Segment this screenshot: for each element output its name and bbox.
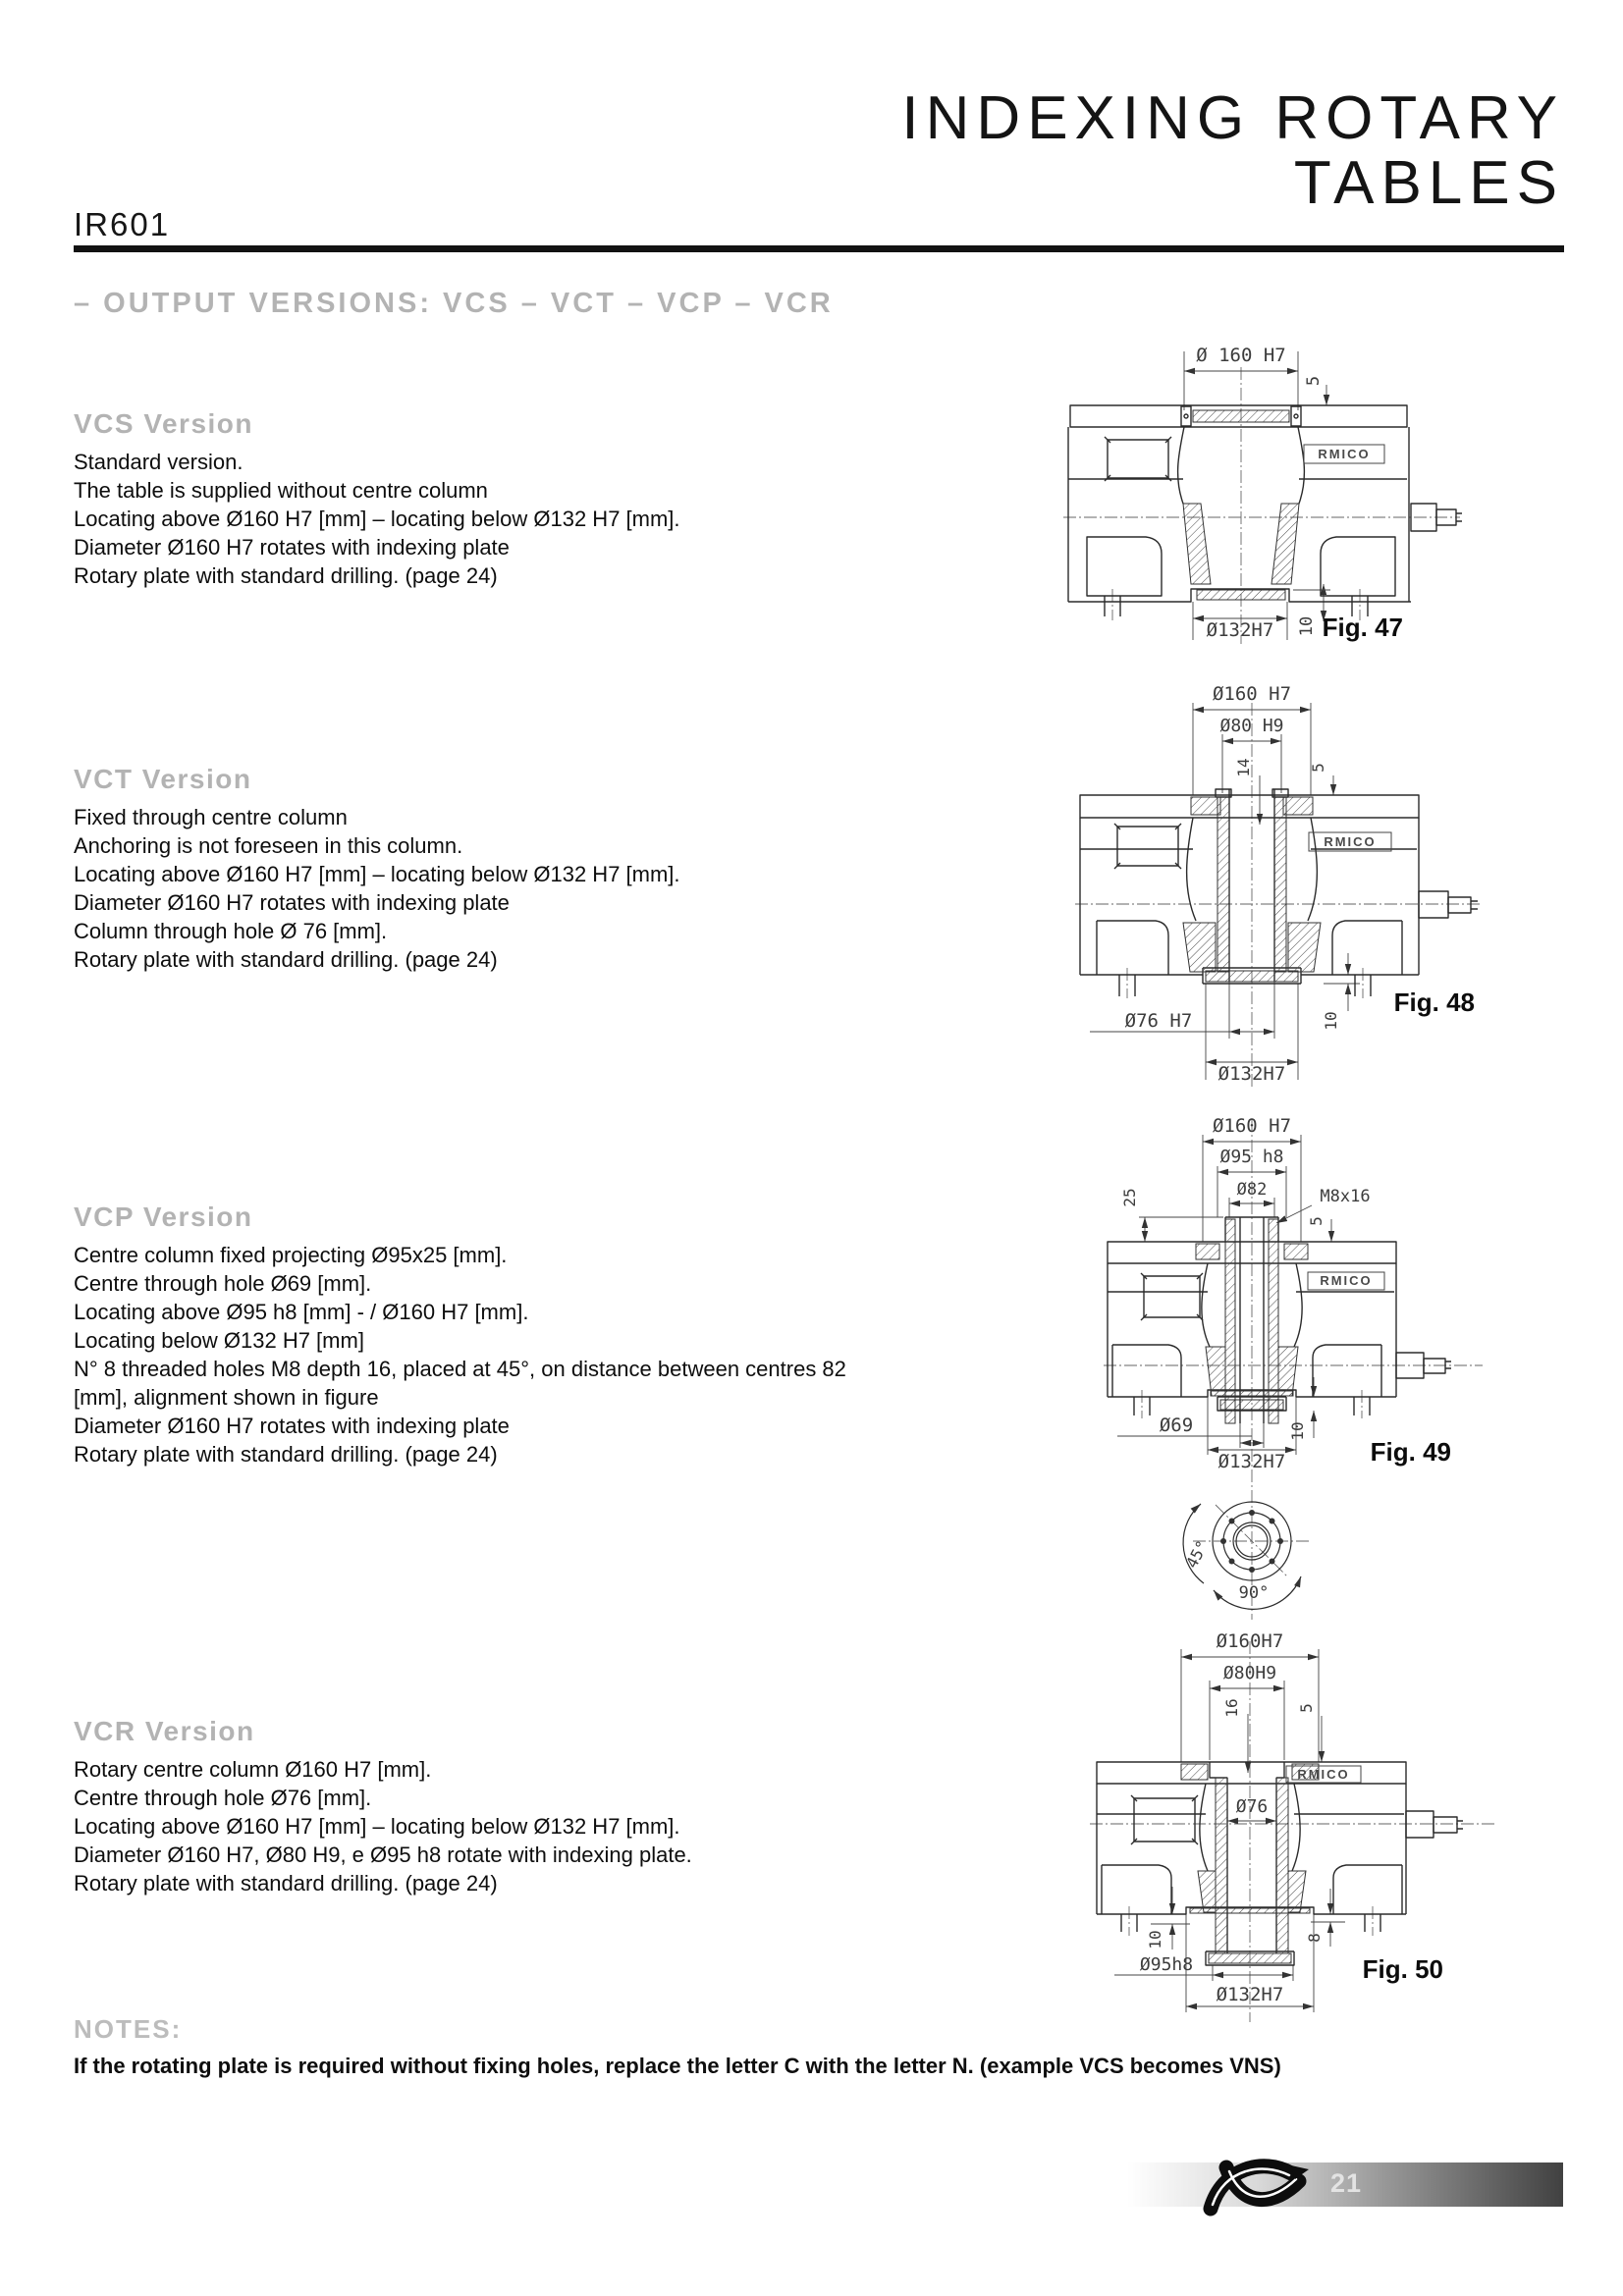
vcs-version-block xyxy=(74,408,977,590)
dim-label: 25 xyxy=(1120,1188,1139,1207)
brand-logo-plate xyxy=(1304,445,1384,463)
page-title-line1: INDEXING ROTARY xyxy=(901,84,1564,152)
vcp-version-block xyxy=(74,1201,977,1468)
angle-label: 45° xyxy=(1181,1537,1213,1572)
dim-label: Ø80 H9 xyxy=(1219,716,1284,736)
dim-label: Ø132H7 xyxy=(1217,1451,1286,1472)
text-line: Rotary plate with standard drilling. (page 24) xyxy=(74,947,498,972)
fig49-drawing xyxy=(1060,1099,1542,1634)
fig48-drawing xyxy=(1021,677,1532,1099)
text-line: Locating above Ø95 h8 [mm] - / Ø160 H7 [mm]. xyxy=(74,1300,529,1324)
text-line: Centre through hole Ø76 [mm]. xyxy=(74,1786,372,1810)
dim-label: Ø 160 H7 xyxy=(1196,345,1286,366)
vcp-heading: VCP Version xyxy=(74,1201,253,1232)
vcr-heading: VCR Version xyxy=(74,1716,255,1746)
text-line: Locating above Ø160 H7 [mm] – locating below Ø132 H7 [mm]. xyxy=(74,862,680,886)
section-title: – OUTPUT VERSIONS: VCS – VCT – VCP – VCR xyxy=(74,288,834,319)
header-rule xyxy=(74,245,1564,252)
text-line: Locating above Ø160 H7 [mm] – locating below Ø132 H7 [mm]. xyxy=(74,507,680,531)
page-title xyxy=(901,86,1564,216)
angle-label: 90° xyxy=(1238,1583,1270,1603)
text-line: Fixed through centre column xyxy=(74,805,348,829)
fig50-caption: Fig. 50 xyxy=(1362,1954,1443,1984)
dim-label: 14 xyxy=(1234,758,1253,777)
logo-text: RMICO xyxy=(1297,1767,1350,1782)
vct-version-block xyxy=(74,764,977,974)
dim-label: M8x16 xyxy=(1320,1187,1371,1206)
dim-label: Ø132H7 xyxy=(1206,619,1274,641)
fig47-drawing xyxy=(1036,324,1517,648)
table-body-section xyxy=(1068,405,1462,616)
text-line: Rotary centre column Ø160 H7 [mm]. xyxy=(74,1757,432,1782)
text-line: Diameter Ø160 H7 rotates with indexing plate xyxy=(74,535,510,560)
brand-emblem-icon xyxy=(1193,2140,1321,2233)
dim-label: 8 xyxy=(1305,1933,1324,1943)
dim-label: Ø132H7 xyxy=(1216,1984,1284,2005)
notes-heading: NOTES: xyxy=(74,2014,183,2044)
dim-label: Ø76 H7 xyxy=(1124,1010,1193,1032)
dim-label: Ø160H7 xyxy=(1216,1630,1284,1652)
dim-label: Ø160 H7 xyxy=(1212,683,1292,705)
dim-label: Ø80H9 xyxy=(1222,1663,1277,1683)
model-code: IR601 xyxy=(74,206,171,242)
text-line: Centre through hole Ø69 [mm]. xyxy=(74,1271,372,1296)
text-line: Anchoring is not foreseen in this column. xyxy=(74,833,463,858)
text-line: The table is supplied without centre column xyxy=(74,478,488,503)
text-line: Rotary plate with standard drilling. (page 24) xyxy=(74,1442,498,1467)
dim-label: 10 xyxy=(1146,1930,1164,1949)
dim-label: Ø160 H7 xyxy=(1212,1115,1292,1137)
text-line: Diameter Ø160 H7, Ø80 H9, e Ø95 h8 rotate with indexing plate. xyxy=(74,1842,692,1867)
dim-label: Ø95h8 xyxy=(1139,1954,1194,1975)
text-line: [mm], alignment shown in figure xyxy=(74,1385,379,1410)
fig47-caption: Fig. 47 xyxy=(1322,613,1403,642)
logo-text: RMICO xyxy=(1320,1273,1373,1288)
text-line: Rotary plate with standard drilling. (page 24) xyxy=(74,1871,498,1896)
notes-text: If the rotating plate is required without fixing holes, replace the letter C with the letter N. (example VCS becomes VNS) xyxy=(74,2054,1281,2078)
logo-text: RMICO xyxy=(1324,834,1377,849)
text-line: Diameter Ø160 H7 rotates with indexing plate xyxy=(74,1414,510,1438)
dim-label: 10 xyxy=(1322,1011,1340,1031)
fig50-drawing xyxy=(1041,1620,1551,2032)
vcs-heading: VCS Version xyxy=(74,408,254,439)
dim-label: 5 xyxy=(1304,375,1324,387)
text-line: Locating above Ø160 H7 [mm] – locating below Ø132 H7 [mm]. xyxy=(74,1814,680,1839)
text-line: Diameter Ø160 H7 rotates with indexing plate xyxy=(74,890,510,915)
text-line: Column through hole Ø 76 [mm]. xyxy=(74,919,388,943)
dim-label: Ø95 h8 xyxy=(1219,1147,1284,1167)
text-line: Centre column fixed projecting Ø95x25 [mm]. xyxy=(74,1243,508,1267)
dim-label: 5 xyxy=(1297,1703,1316,1713)
text-line: N° 8 threaded holes M8 depth 16, placed at 45°, on distance between centres 82 xyxy=(74,1357,846,1381)
brand-logo-plate xyxy=(1309,832,1391,851)
text-line: Standard version. xyxy=(74,450,243,474)
dim-label: 5 xyxy=(1309,763,1327,773)
dim-label: Ø132H7 xyxy=(1217,1063,1286,1085)
brand-logo-plate xyxy=(1308,1272,1384,1290)
dim-label: 5 xyxy=(1307,1216,1325,1226)
fig48-caption: Fig. 48 xyxy=(1393,988,1475,1017)
page-number: 21 xyxy=(1330,2168,1363,2198)
dim-label: Ø69 xyxy=(1159,1415,1194,1436)
dim-label: 10 xyxy=(1288,1421,1307,1441)
fig49-caption: Fig. 49 xyxy=(1370,1437,1451,1467)
dim-label: 10 xyxy=(1297,615,1317,637)
dim-label: Ø76 xyxy=(1235,1796,1269,1817)
text-line: Locating below Ø132 H7 [mm] xyxy=(74,1328,364,1353)
vct-heading: VCT Version xyxy=(74,764,252,794)
dim-label: 16 xyxy=(1222,1698,1241,1718)
logo-text: RMICO xyxy=(1318,447,1371,461)
dim-label: Ø82 xyxy=(1236,1180,1268,1200)
vcr-version-block xyxy=(74,1716,977,1897)
brand-logo-plate xyxy=(1286,1766,1361,1783)
page-title-line2: TABLES xyxy=(1293,149,1564,217)
text-line: Rotary plate with standard drilling. (page 24) xyxy=(74,563,498,588)
